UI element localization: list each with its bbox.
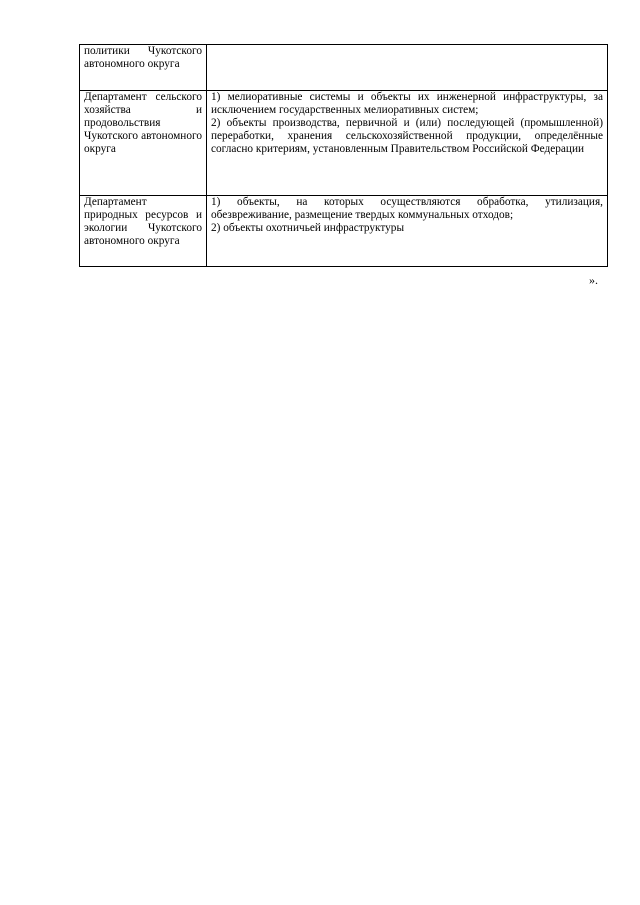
objects-cell xyxy=(207,45,608,91)
object-item: 1) объекты, на которых осуществляются обработка, утилизация, обезвреживание, размещение твердых коммунальных отходов; xyxy=(211,196,603,222)
department-cell: политики Чукотского автономного округа xyxy=(80,45,207,91)
object-item: 2) объекты охотничьей инфраструктуры xyxy=(211,222,405,235)
table-row xyxy=(80,196,608,267)
object-item: 2) объекты производства, первичной и (или) последующей (промышленной) переработки, хранения сельскохозяйственной продукции, определённые согласно критериям, установленным Правительством Российской Федерации xyxy=(211,117,603,156)
departments-table xyxy=(79,44,608,267)
object-item: 1) мелиоративные системы и объекты их инженерной инфраструктуры, за исключением государственных мелиоративных систем; xyxy=(211,91,603,117)
department-cell: Департамент сельского хозяйства и продовольствия Чукотского автономного округа xyxy=(80,91,207,196)
closing-quote-mark: ». xyxy=(589,273,598,287)
objects-cell xyxy=(207,91,608,196)
objects-cell xyxy=(207,196,608,267)
department-cell: Департамент природных ресурсов и экологии Чукотского автономного округа xyxy=(80,196,207,267)
table-row xyxy=(80,45,608,91)
table-row xyxy=(80,91,608,196)
